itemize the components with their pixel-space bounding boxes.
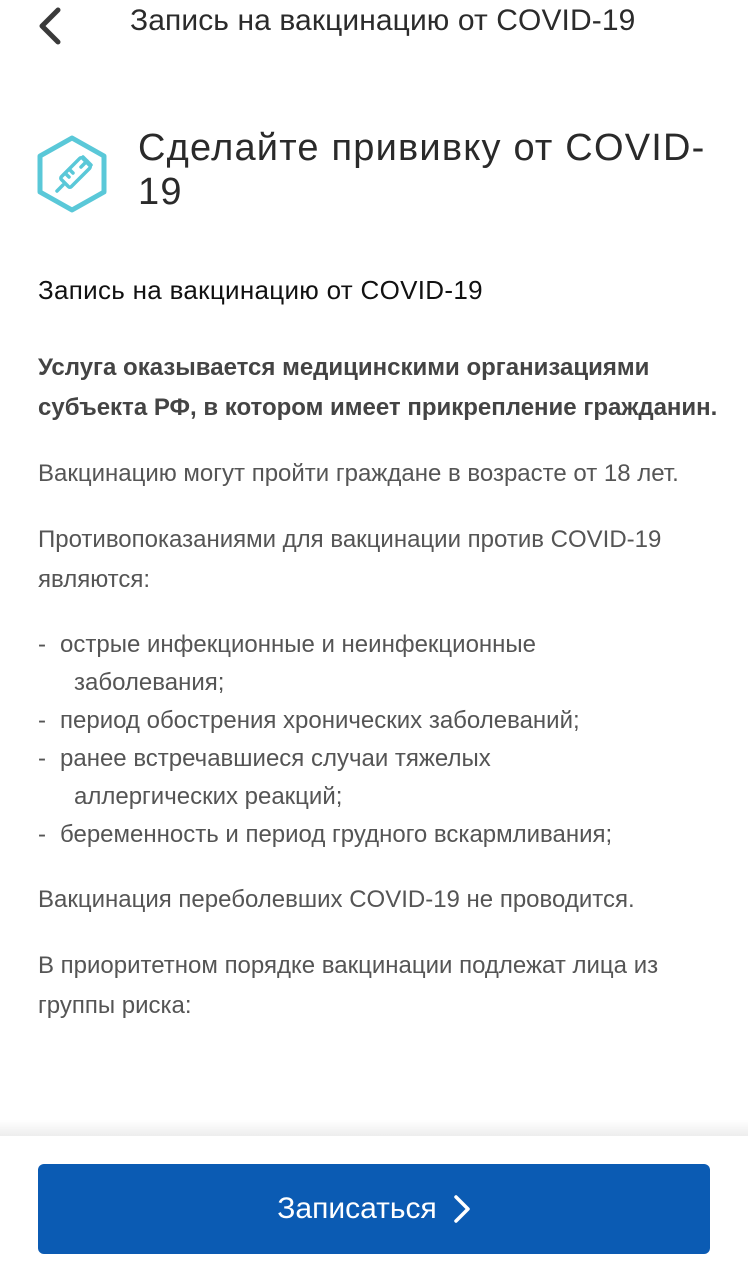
back-button[interactable] [30, 6, 70, 46]
contraindications-intro: Противопоказаниями для вакцинации против COVID-19 являются: [38, 526, 662, 593]
list-item: - острые инфекционные и неинфекционные заболевания; [38, 631, 537, 696]
contraindications-list [38, 626, 718, 854]
chevron-right-icon [453, 1194, 471, 1224]
chevron-left-icon [36, 6, 64, 46]
sign-up-button-label: Записаться [277, 1192, 437, 1225]
syringe-icon [36, 134, 108, 214]
page-title: Запись на вакцинацию от COVID-19 [130, 4, 636, 37]
hero-title: Сделайте прививку от COVID-19 [138, 127, 706, 213]
section-title: Запись на вакцинацию от COVID-19 [38, 275, 483, 305]
top-bar [0, 0, 748, 56]
list-item: - период обострения хронических заболеваний; [38, 707, 580, 734]
sign-up-button[interactable] [38, 1164, 710, 1254]
service-lead-text: Услуга оказывается медицинскими организациями субъекта РФ, в котором имеет прикрепление гражданин. [38, 354, 718, 421]
list-item: - беременность и период грудного вскармливания; [38, 821, 613, 848]
list-item: - ранее встречавшиеся случаи тяжелых аллергических реакций; [38, 745, 491, 810]
service-description [38, 272, 718, 1132]
bottom-action-bar [0, 1136, 748, 1280]
age-requirement-text: Вакцинацию могут пройти граждане в возрасте от 18 лет. [38, 460, 679, 487]
recovered-note: Вакцинация переболевших COVID-19 не проводится. [38, 886, 635, 913]
priority-groups-text: В приоритетном порядке вакцинации подлежат лица из группы риска: [38, 952, 659, 1019]
